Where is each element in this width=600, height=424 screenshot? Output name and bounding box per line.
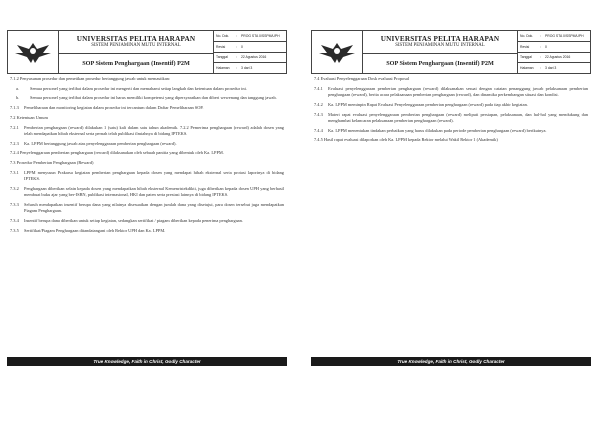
system-name: SISTEM PENJAMINAN MUTU INTERNAL xyxy=(91,43,181,48)
meta-page: Halaman : 3 dari 3 xyxy=(520,66,557,71)
clause-text: Evaluasi penyelenggaraan pemberian penghargaan (reward) dilaksanakan sesuai dengan catatan penanggung jawab pelaksanaan pemberian penghargaan (reward), berita acara pelaksanaan pemberian penghargaan (reward), dan dinamika perkembangan situasi dan kondisi. xyxy=(328,85,588,98)
document-header xyxy=(7,30,287,74)
clause-number: 7.4.4 xyxy=(314,127,323,133)
clause-item xyxy=(314,137,588,143)
clause-number: 7.4.1 xyxy=(314,85,323,91)
clause-text: 7.2.4 Penyelenggaraan pemberian penghargaan (reward) dilaksanakan oleh sebuah panitia yang dibentuk oleh Ka. LPPM. xyxy=(10,150,224,156)
clause-text: Ka. LPPM bertanggung jawab atas penyelenggaraan pemberian penghargaan (reward). xyxy=(24,140,177,146)
clause-item xyxy=(10,95,284,101)
clause-text: Materi rapat evaluasi penyelenggaraan pemberian penghargaan (reward) meliputi persiapan, pelaksanaan, dan hal-hal yang mendukung dan menghambat kelancaran pelaksanaan pemberian penghargaan (reward). xyxy=(328,111,588,123)
clause-text: 7.2 Ketentuan Umum xyxy=(10,114,48,120)
clause-text: Ka. LPPM menentukan tindakan perbaikan yang harus dilakukan pada periode pemberian penghargaan (reward) berikutnya. xyxy=(328,127,547,133)
clause-number: 7.3.4 xyxy=(10,218,19,224)
meta-doc-number: No. Dok. : PROG STA 0/SSPM/UPH xyxy=(214,31,286,42)
clause-text: Semua personel yang terlibat dalam prosedur ini harus memiliki kompetensi yang dipersyaratkan dan diberi wewenang dan tanggung jawab. xyxy=(30,95,277,101)
clause-number: 7.2.3 xyxy=(10,140,19,146)
meta-revision: Revisi : 0 xyxy=(214,42,286,53)
clause-item xyxy=(10,115,284,121)
meta-date: Tanggal : 22 Agustus 2016 xyxy=(518,53,590,64)
clause-number: 7.3.2 xyxy=(10,185,19,191)
eagle-logo-icon xyxy=(317,37,357,67)
clause-item xyxy=(314,128,588,134)
meta-date: Tanggal : 22 Agustus 2016 xyxy=(214,53,286,64)
document-header xyxy=(311,30,591,74)
meta-page: Halaman : 3 dari 3 xyxy=(216,66,253,71)
clause-text: 7.1.2 Penyusunan prosedur dan pemetikan prosedur bertanggung jawab untuk memastikan: xyxy=(10,76,171,81)
university-logo xyxy=(8,31,59,73)
document-meta xyxy=(518,31,590,73)
clause-number: 7.3.5 xyxy=(10,227,19,233)
clause-text: LPPM menyusun Prakarsa kegiatan pemberian penghargaan kepada dosen yang mendapat hibah eksternal serta protasi laporinya di bidang IPTEKS. xyxy=(24,169,284,182)
document-meta xyxy=(214,31,286,73)
system-name: SISTEM PENJAMINAN MUTU INTERNAL xyxy=(395,43,485,48)
university-name: UNIVERSITAS PELITA HARAPAN xyxy=(380,35,500,43)
clause-number: 7.4.2 xyxy=(314,101,323,107)
clause-item xyxy=(10,186,284,199)
clause-text: Insentif berupa dana diberikan untuk setiap kegiatan, sedangkan sertifikat / piagam diberikan kepada penerima penghargaan. xyxy=(24,218,243,224)
clause-item xyxy=(10,160,284,166)
clause-number: 7.3.1 xyxy=(10,169,19,175)
eagle-logo-icon xyxy=(13,37,53,67)
clause-text: 7.3 Prosedur Pemberian Penghargaan (Reward) xyxy=(10,160,94,166)
clause-text: 7.4.5 Hasil rapat evaluasi dilaporkan oleh Ka. LPPM kepada Rektor melalui Wakil Rektor 1 (Akademik) xyxy=(314,137,498,143)
clause-text: 7.4 Evaluasi Penyelenggaraan Dosk evaluasi Proposal xyxy=(314,76,410,81)
footer-motto: True Knowledge, Faith in Christ, Godly Character xyxy=(311,357,591,366)
clause-number: 7.3.3 xyxy=(10,201,19,207)
clause-item xyxy=(10,202,284,215)
clause-number: 7.2.1 xyxy=(10,124,19,130)
clause-item xyxy=(10,218,284,224)
clause-text: Semua personel yang terlibat dalam prosedur ini mengerti dan memahami setiap langkah dan ketentuan dalam prosedur ini. xyxy=(30,85,247,91)
clause-item xyxy=(10,228,284,234)
clause-item xyxy=(10,170,284,183)
clause-item xyxy=(10,150,284,156)
clause-text: Pemberian penghargaan (reward) dilakukan 1 (satu) kali dalam satu tahun akademik. 7.2.2 Pemerima penghargaan (reward) adalah dosen yang telah mendapatkan hibah eksternal serta pernah telah publikasi ilmiahnya di bidang IPTEKS. xyxy=(24,124,284,136)
document-page-right xyxy=(311,30,593,372)
clause-item xyxy=(314,76,588,82)
meta-doc-number: No. Dok. : PROG STA 0/SSPM/UPH xyxy=(518,31,590,42)
clause-number: b. xyxy=(16,95,20,101)
clause-item xyxy=(314,102,588,108)
sop-title: SOP Sistem Penghargaan (Insentif) P2M xyxy=(82,60,190,67)
university-logo xyxy=(312,31,363,73)
clause-text: Penghargaan diberikan selain kepada dosen yang mendapatkan hibah eksternal Kemenristekdikti, juga diberikan kepada dosen UPH yang berhasil membuat buku ajar yang ber-ISBN, publikasi internasional, HKI dan paten serta prestasi lainnya di bidang IPTEKS. xyxy=(24,185,284,198)
clause-text: Pemeliharaan dan monitoring kegiatan dalam prosedur ini tercantum dalam Daftar Pemeliharaan SOP. xyxy=(24,105,204,111)
clause-text: Ka. LPPM meminpin Rapat Evaluasi Penyelenggaraan pemberian penghargaan (reward) pada tiap akhir kegiatan. xyxy=(328,101,528,107)
clause-item xyxy=(314,86,588,99)
meta-revision: Revisi : 0 xyxy=(518,42,590,53)
clause-item xyxy=(10,125,284,138)
document-page-left xyxy=(7,30,289,372)
clause-item xyxy=(314,112,588,125)
university-name: UNIVERSITAS PELITA HARAPAN xyxy=(76,35,196,43)
clause-item xyxy=(10,86,284,92)
document-body xyxy=(314,76,588,147)
clause-text: Sertifikat/Piagam Penghargaan ditandatangani oleh Rektor UPH dan Ka. LPPM. xyxy=(24,227,166,233)
clause-number: 7.4.3 xyxy=(314,111,323,117)
clause-number: 7.1.3 xyxy=(10,105,19,111)
sop-title: SOP Sistem Penghargaan (Insentif) P2M xyxy=(386,60,494,67)
document-body xyxy=(10,76,284,237)
footer-motto: True Knowledge, Faith in Christ, Godly Character xyxy=(7,357,287,366)
clause-item xyxy=(10,141,284,147)
clause-number: a. xyxy=(16,85,20,91)
clause-item xyxy=(10,105,284,111)
clause-item xyxy=(10,76,284,82)
clause-text: Seluruh mendapatkan insentif berupa dana yang nilainya disesuaikan dengan jumlah dana yang disetujui, para dosen tersebut juga mendapatkan Piagam Penghargaan. xyxy=(24,201,284,214)
